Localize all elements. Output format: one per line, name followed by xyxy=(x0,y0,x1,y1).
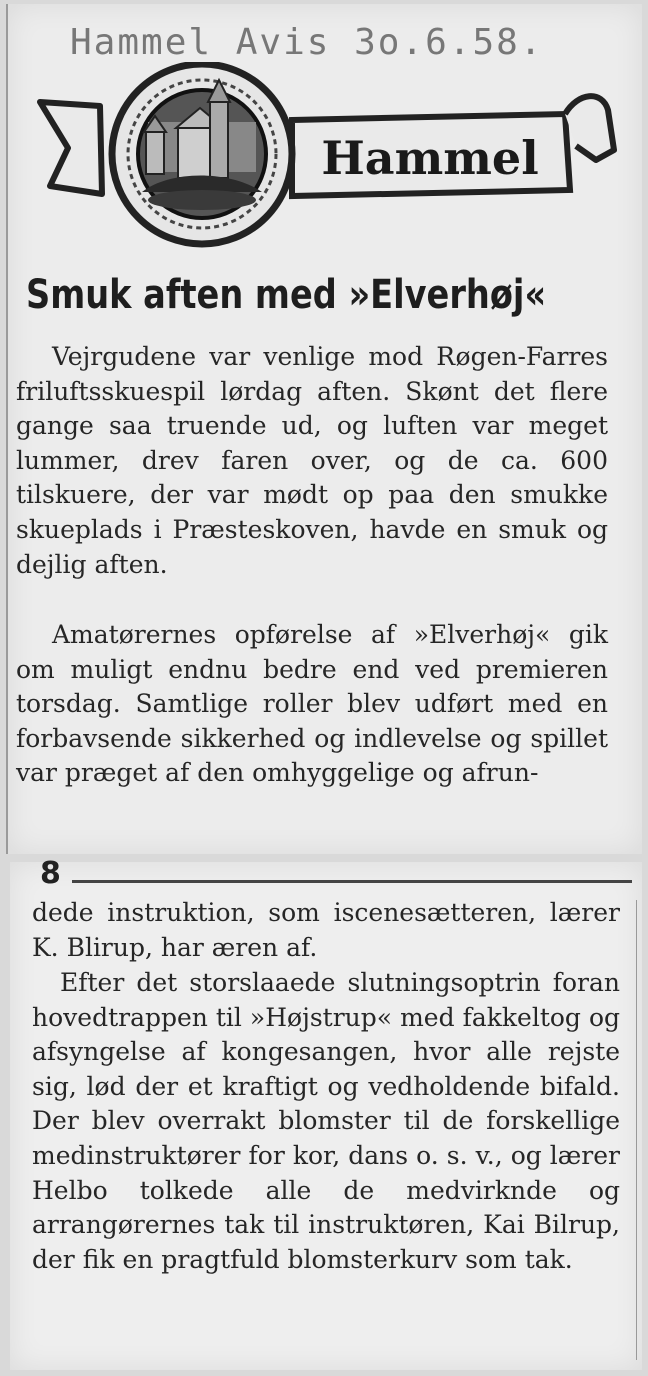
masthead xyxy=(30,62,620,262)
paragraph-3: dede instruktion, som iscenesætteren, lærer K. Blirup, har æren af. xyxy=(32,898,620,962)
ribbon-left-icon xyxy=(40,102,102,194)
column-edge-rule xyxy=(636,900,637,1360)
paragraph-1: Vejrgudene var venlige mod Røgen-Farres friluftsskuespil lørdag aften. Skønt det flere gange saa truende ud, og luften var meget lummer, drev faren over, og de ca. 600 tilskuere, der var mødt op paa den smukke skueplads i Præsteskoven, havde en smuk og dejlig aften. xyxy=(16,342,608,579)
town-emblem-icon xyxy=(112,64,292,244)
continuation-mark: 8 xyxy=(40,856,61,891)
column-divider xyxy=(72,880,632,883)
masthead-title: Hammel xyxy=(321,131,539,185)
paragraph-2: Amatørernes opførelse af »Elverhøj« gik om muligt endnu bedre end ved premieren torsdag. Samtlige roller blev udført med en forbavsende sikkerhed og indlevelse og spillet var præget af den omhyggelige og afrun- xyxy=(16,620,608,788)
paragraph-4: Efter det storslaaede slutningsoptrin foran hovedtrappen til »Højstrup« med fakkeltog og afsyngelse af kongesangen, hvor alle rejste sig, lød der et kraftigt og vedholdende bifald. Der blev overrakt blomster til de forskellige medinstruktører for kor, dans o. s. v., og lærer Helbo tolkede alle de medvirknde og arrangørernes tak til instruktøren, Kai Bilrup, der fik en pragtfuld blomsterkurv som tak. xyxy=(32,968,620,1274)
headline: Smuk aften med »Elverhøj« xyxy=(26,272,547,318)
handwritten-date-note: Hammel Avis 3o.6.58. xyxy=(70,22,544,63)
